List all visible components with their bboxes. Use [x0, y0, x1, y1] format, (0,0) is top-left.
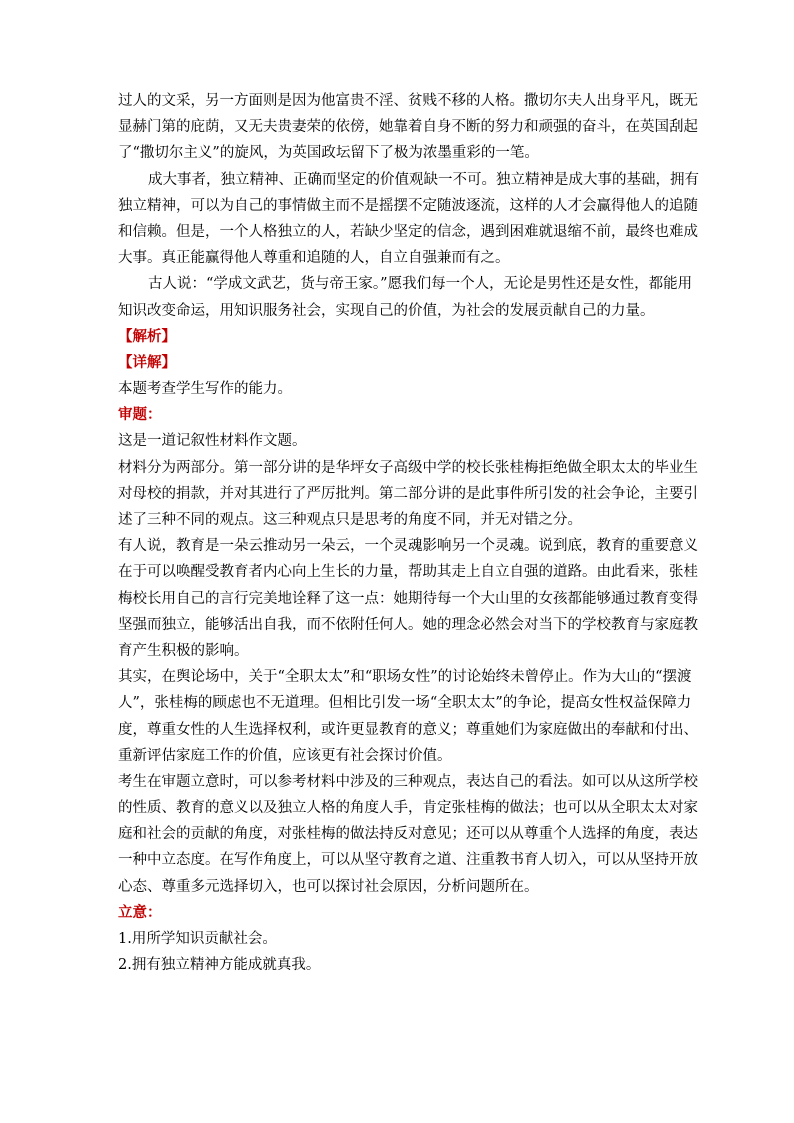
review-paragraph-line: 坚强而独立，能够活出自我，而不依附任何人。她的理念必然会对当下的学校教育与家庭教	[118, 616, 698, 633]
review-paragraph-line: 这是一道记叙性材料作文题。	[118, 433, 307, 450]
intent-item: 2.拥有独立精神方能成就真我。	[118, 957, 321, 974]
review-paragraph-line: 有人说，教育是一朵云推动另一朵云，一个灵魂影响另一个灵魂。说到底，教育的重要意义	[118, 538, 698, 555]
essay-paragraph-line: 成大事者，独立精神、正确而坚定的价值观缺一不可。独立精神是成大事的基础，拥有	[148, 171, 699, 188]
detail-heading: 【详解】	[118, 353, 176, 371]
review-paragraph-line: 庭和社会的贡献的角度，对张桂梅的做法持反对意见；还可以从尊重个人选择的角度，表达	[118, 826, 698, 843]
essay-paragraph-line: 古人说：“学成文武艺，货与帝王家。”愿我们每一个人，无论是男性还是女性，都能用	[148, 276, 693, 293]
essay-paragraph-line: 知识改变命运，用知识服务社会，实现自己的价值，为社会的发展贡献自己的力量。	[118, 302, 655, 319]
document-body	[118, 88, 699, 978]
analysis-heading: 【解析】	[118, 327, 176, 345]
essay-paragraph-line: 了“撒切尔主义”的旋风，为英国政坛留下了极为浓墨重彩的一笔。	[118, 145, 539, 162]
essay-paragraph-line: 和信赖。但是，一个人格独立的人，若缺少坚定的信念，遇到困难就退缩不前，最终也难成	[118, 223, 698, 240]
review-paragraph-line: 育产生积极的影响。	[118, 642, 249, 659]
review-paragraph-line: 述了三种不同的观点。这三种观点只是思考的角度不同，并无对错之分。	[118, 512, 582, 528]
review-paragraph-line: 度，尊重女性的人生选择权利，或许更显教育的意义；尊重她们为家庭做出的奉献和付出、	[118, 721, 698, 738]
review-paragraph-line: 重新评估家庭工作的价值，应该更有社会探讨价值。	[118, 747, 452, 764]
intent-item: 1.用所学知识贡献社会。	[118, 931, 277, 947]
detail-intro: 本题考查学生写作的能力。	[118, 381, 292, 398]
review-paragraph-line: 人”，张桂梅的顾虑也不无道理。但相比引发一场“全职太太”的争论，提高女性权益保障力	[118, 695, 692, 712]
essay-paragraph-line: 过人的文采，另一方面则是因为他富贵不淫、贫贱不移的人格。撒切尔夫人出身平凡，既无	[118, 93, 698, 109]
review-paragraph-line: 材料分为两部分。第一部分讲的是华坪女子高级中学的校长张桂梅拒绝做全职太太的毕业生	[118, 459, 698, 476]
review-paragraph-line: 考生在审题立意时，可以参考材料中涉及的三种观点，表达自己的看法。如可以从这所学校	[118, 773, 698, 790]
review-paragraph-line: 的性质、教育的意义以及独立人格的角度人手，肯定张桂梅的做法；也可以从全职太太对家	[118, 800, 698, 817]
essay-paragraph-line: 独立精神，可以为自己的事情做主而不是摇摆不定随波逐流，这样的人才会赢得他人的追随	[118, 197, 698, 214]
review-label: 审题：	[118, 406, 162, 424]
essay-paragraph-line: 显赫门第的庇荫，又无夫贵妻荣的依傍，她靠着自身不断的努力和顽强的奋斗，在英国刮起	[118, 119, 698, 136]
review-paragraph-line: 在于可以唤醒受教育者内心向上生长的力量，帮助其走上自立自强的道路。由此看来，张桂	[118, 564, 698, 581]
review-paragraph-line: 心态、尊重多元选择切入，也可以探讨社会原因，分析问题所在。	[118, 878, 539, 895]
review-paragraph-line: 梅校长用自己的言行完美地诠释了这一点：她期待每一个大山里的女孩都能够通过教育变得	[118, 590, 698, 607]
review-paragraph-line: 一种中立态度。在写作角度上，可以从坚守教育之道、注重教书育人切入，可以从坚持开放	[118, 852, 698, 869]
essay-paragraph-line: 大事。真正能赢得他人尊重和追随的人，自立自强兼而有之。	[118, 250, 510, 267]
review-paragraph-line: 对母校的捐款，并对其进行了严厉批判。第二部分讲的是此事件所引发的社会争论，主要引	[118, 485, 698, 502]
review-paragraph-line: 其实，在舆论场中，关于“全职太太”和“职场女性”的讨论始终未曾停止。作为大山的“摆渡	[118, 669, 692, 686]
intent-label: 立意：	[118, 903, 162, 921]
